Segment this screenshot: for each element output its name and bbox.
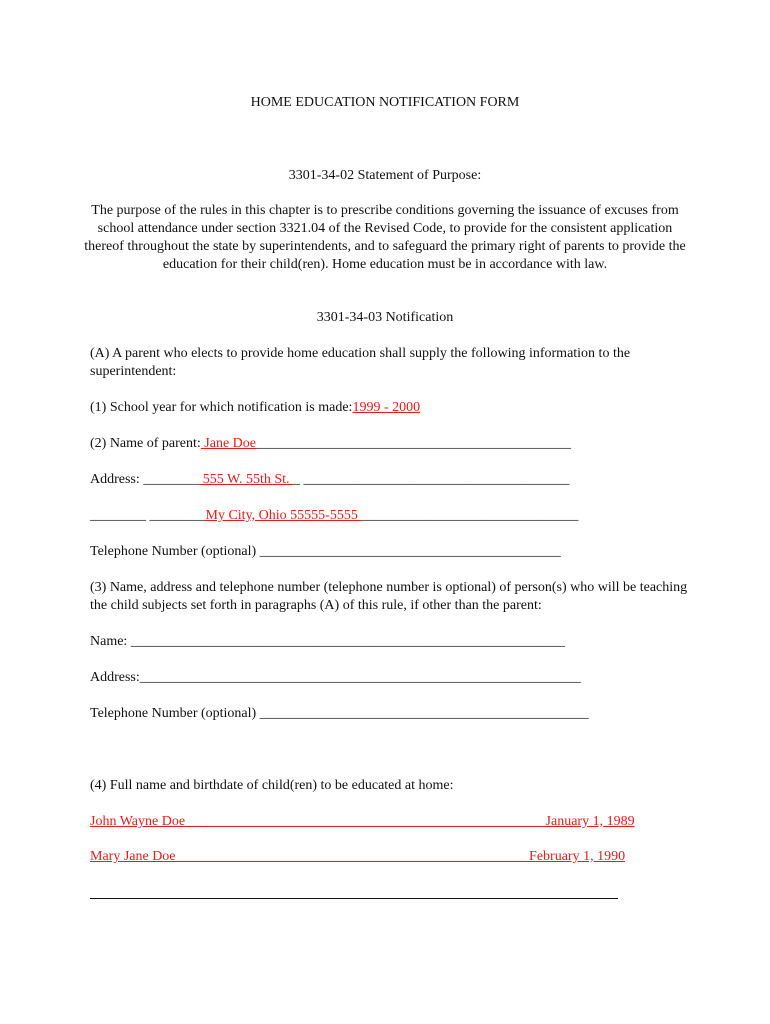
telephone-label: Telephone Number (optional): [90, 544, 257, 559]
address-pre-fill: ________: [143, 472, 200, 487]
parent-name-row: [90, 435, 571, 453]
address-line2-fill: _______________________________: [361, 508, 579, 523]
teacher-name-row: [90, 633, 565, 651]
address-line2-pre: ________ ________: [90, 508, 206, 523]
purpose-heading: 3301-34-02 Statement of Purpose:: [288, 168, 482, 183]
child-name[interactable]: John Wayne Doe: [90, 814, 186, 829]
form-title: HOME EDUCATION NOTIFICATION FORM: [250, 95, 520, 110]
child-fill: __________________________________________________: [175, 849, 526, 864]
blank-entry-line[interactable]: [90, 898, 618, 899]
parent-name-value[interactable]: Jane Doe: [200, 436, 256, 451]
child-fill: __ ________________________________________________: [185, 814, 543, 829]
teacher-address-fill[interactable]: _______________________________________________________________: [139, 670, 581, 685]
address-line2-row: [90, 507, 578, 525]
teacher-phone-fill[interactable]: _______________________________________________: [259, 706, 589, 721]
address-line2-value[interactable]: My City, Ohio 55555-5555: [205, 508, 362, 523]
teacher-name-fill[interactable]: ______________________________________________________________: [130, 634, 565, 649]
child-row: [90, 848, 625, 866]
teacher-phone-label: Telephone Number (optional): [90, 706, 257, 721]
address-line1-fill: _ ______________________________________: [293, 472, 570, 487]
parent-name-label: (2) Name of parent:: [90, 436, 201, 451]
telephone-fill[interactable]: ___________________________________________: [259, 544, 561, 559]
parent-name-fill: _____________________________________________: [256, 436, 571, 451]
children-label: (4) Full name and birthdate of child(ren) to be educated at home:: [90, 778, 454, 793]
teacher-intro: (3) Name, address and telephone number (telephone number is optional) of person(s) who will be teaching the child subjects set forth in paragraphs (A) of this rule, if other than the parent:: [90, 580, 688, 613]
address-label: Address:: [90, 472, 140, 487]
notification-heading: 3301-34-03 Notification: [316, 310, 454, 325]
school-year-value[interactable]: 1999 - 2000: [352, 400, 421, 415]
school-year-label: (1) School year for which notification is made:: [90, 400, 353, 415]
address-line1-value[interactable]: 555 W. 55th St.: [199, 472, 294, 487]
child-row: [90, 813, 635, 831]
child-name[interactable]: Mary Jane Doe: [90, 849, 176, 864]
teacher-name-label: Name:: [90, 634, 128, 649]
child-birthdate[interactable]: January 1, 1989: [542, 814, 635, 829]
child-birthdate[interactable]: February 1, 1990: [525, 849, 626, 864]
school-year-row: [90, 399, 420, 417]
telephone-row: [90, 543, 561, 561]
address-line1-row: [90, 471, 570, 489]
notification-intro: (A) A parent who elects to provide home education shall supply the following information to the superintendent:: [90, 346, 631, 379]
teacher-address-row: [90, 669, 581, 687]
teacher-address-label: Address:: [90, 670, 140, 685]
teacher-phone-row: [90, 705, 589, 723]
purpose-text: The purpose of the rules in this chapter is to prescribe conditions governing the issuance of excuses from school attendance under section 3321.04 of the Revised Code, to provide for the consistent application thereof throughout the state by superintendents, and to safeguard the primary right of parents to provide the education for their child(ren). Home education must be in accordance with law.: [84, 203, 686, 272]
